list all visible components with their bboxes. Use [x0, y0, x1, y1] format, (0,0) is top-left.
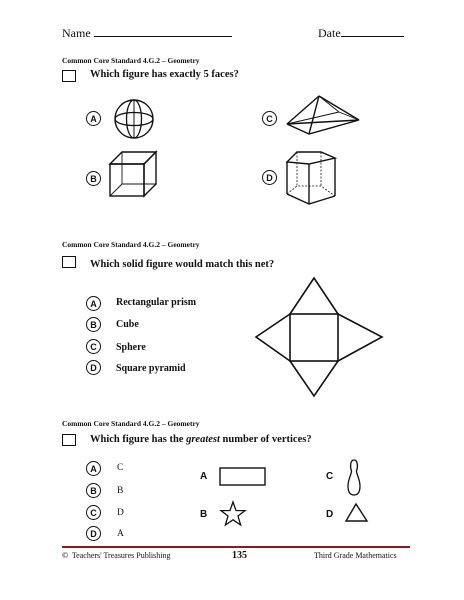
q3-standard: Common Core Standard 4.G.2 – Geometry: [62, 419, 200, 428]
q3-emphasis: greatest: [186, 434, 220, 445]
q1-choice-c[interactable]: C: [262, 111, 277, 126]
q2-choice-b-text: Cube: [116, 319, 139, 330]
q2-checkbox[interactable]: [62, 256, 76, 268]
shape-label-a: A: [200, 471, 208, 482]
shape-label-b: B: [200, 509, 208, 520]
q1-choice-a[interactable]: A: [86, 111, 101, 126]
date-blank[interactable]: [341, 36, 404, 37]
square-pyramid-figure: [283, 94, 363, 136]
name-label: Name: [62, 26, 91, 40]
name-blank[interactable]: [94, 36, 232, 37]
star-figure: [220, 501, 246, 527]
q3-checkbox[interactable]: [62, 434, 76, 446]
q1-standard: Common Core Standard 4.G.2 – Geometry: [62, 56, 200, 65]
pin-figure: [345, 459, 363, 497]
q2-choice-a[interactable]: A: [86, 296, 101, 311]
q3-choice-c[interactable]: C: [86, 505, 101, 520]
q2-choice-b[interactable]: B: [86, 317, 101, 332]
q2-choice-a-text: Rectangular prism: [116, 297, 197, 308]
q2-standard: Common Core Standard 4.G.2 – Geometry: [62, 240, 200, 249]
triangle-figure: [345, 503, 369, 523]
shape-label-d: D: [326, 509, 334, 520]
rectangle-figure: [219, 467, 267, 487]
cube-figure: [108, 150, 160, 200]
q1-prompt: Which figure has exactly 5 faces?: [90, 69, 239, 80]
copyright-icon: ©: [62, 551, 68, 560]
q1-choice-b[interactable]: B: [86, 171, 101, 186]
footer-rule: [62, 546, 410, 548]
footer-publisher: © Teachers' Treasures Publishing: [62, 551, 171, 560]
q3-choice-b[interactable]: B: [86, 483, 101, 498]
shape-label-c: C: [326, 471, 334, 482]
q2-choice-c[interactable]: C: [86, 339, 101, 354]
q3-choice-c-text: D: [117, 508, 124, 518]
q3-choice-d-text: A: [117, 529, 124, 539]
q2-choice-c-text: Sphere: [116, 342, 146, 353]
footer-subject: Third Grade Mathematics: [314, 551, 397, 560]
q3-choice-a-text: C: [117, 463, 124, 473]
q3-choice-a[interactable]: A: [86, 461, 101, 476]
q1-checkbox[interactable]: [62, 70, 76, 82]
sphere-figure: [110, 98, 160, 142]
q2-choice-d-text: Square pyramid: [116, 363, 186, 374]
date-label: Date: [318, 26, 341, 40]
q3-prompt: Which figure has the greatest number of vertices?: [90, 434, 312, 445]
pentagonal-prism-figure: [285, 148, 339, 206]
pyramid-net-figure: [254, 276, 384, 398]
q2-prompt: Which solid figure would match this net?: [90, 259, 275, 270]
q1-choice-d[interactable]: D: [262, 170, 277, 185]
name-field: [62, 26, 232, 41]
page-number: 135: [232, 550, 247, 561]
date-field: [318, 26, 404, 41]
q3-choice-d[interactable]: D: [86, 526, 101, 541]
q2-choice-d[interactable]: D: [86, 360, 101, 375]
q3-choice-b-text: B: [117, 486, 124, 496]
